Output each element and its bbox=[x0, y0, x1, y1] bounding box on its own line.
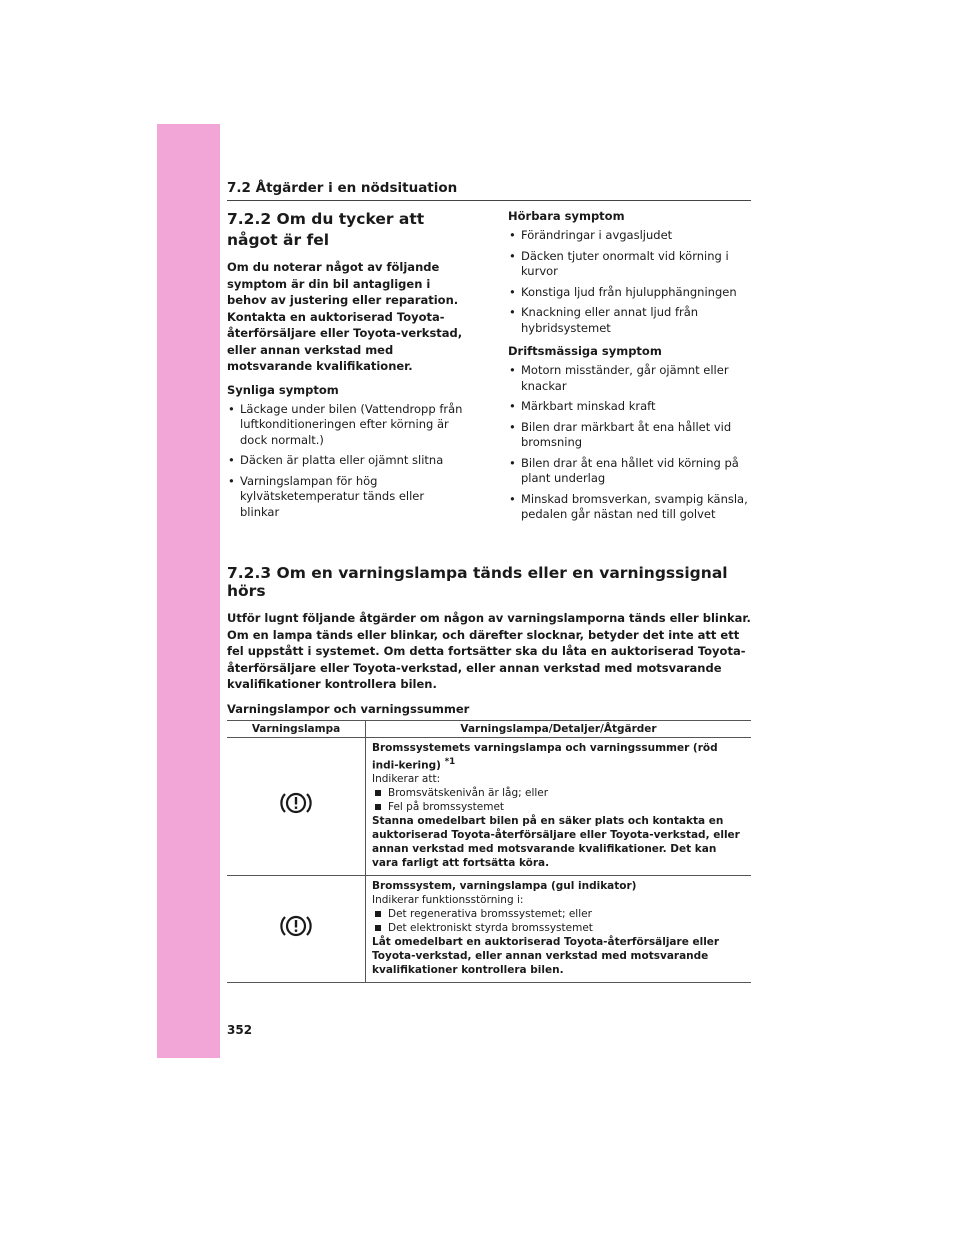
list-item: Det regenerativa bromssystemet; eller bbox=[372, 907, 745, 921]
brake-warning-icon bbox=[279, 789, 313, 817]
list-item: • Motorn misständer, går ojämnt eller knackar bbox=[508, 363, 750, 394]
page-tab-band bbox=[157, 124, 220, 1058]
visible-symptoms-list bbox=[227, 402, 465, 521]
table-header-lamp: Varningslampa bbox=[227, 720, 366, 737]
icon-cell bbox=[227, 876, 366, 983]
section-722-intro: Om du noterar något av följande symptom är din bil antagligen i behov av justering eller reparation. Kontakta en auktoriserad Toyota-återförsäljare eller Toyota-verkstad, eller annan verkstad med motsvarande kvalifikationer. bbox=[227, 260, 463, 373]
section-723-intro: Utför lugnt följande åtgärder om någon av varningslamporna tänds eller blinkar. Om en lampa tänds eller blinkar, och därefter slocknar, betyder det inte att ett fel uppstått i systemet. Om detta fortsätter ska du låta en auktoriserad Toyota-återförsäljare eller Toyota-verkstad, eller annan verkstad med motsvarande kvalifikationer kontrollera bilen. bbox=[227, 611, 751, 691]
list-item: • Däcken är platta eller ojämnt slitna bbox=[227, 453, 465, 469]
list-item: • Varningslampan för hög kylvätsketemperatur tänds eller blinkar bbox=[227, 474, 465, 521]
list-item: • Märkbart minskad kraft bbox=[508, 399, 750, 415]
list-item: Fel på bromssystemet bbox=[372, 800, 745, 814]
brake-system-icon bbox=[279, 912, 313, 940]
warning-lamp-table bbox=[227, 720, 751, 984]
section-723-title: 7.2.3 Om en varningslampa tänds eller en varningssignal hörs bbox=[227, 564, 728, 600]
table-title: Varningslampor och varningssummer bbox=[227, 701, 470, 716]
operational-symptoms-list bbox=[508, 363, 750, 523]
visible-symptoms-heading: Synliga symptom bbox=[227, 382, 339, 397]
footnote-ref: *1 bbox=[444, 756, 456, 767]
table-row bbox=[227, 737, 751, 876]
list-item: • Däcken tjuter onormalt vid körning i kurvor bbox=[508, 249, 750, 280]
left-column bbox=[227, 209, 465, 525]
operational-symptoms-heading: Driftsmässiga symptom bbox=[508, 344, 662, 358]
list-item: Bromsvätskenivån är låg; eller bbox=[372, 786, 745, 800]
list-item: • Knackning eller annat ljud från hybridsystemet bbox=[508, 305, 750, 336]
list-item: Det elektroniskt styrda bromssystemet bbox=[372, 921, 745, 935]
list-item: • Förändringar i avgasljudet bbox=[508, 228, 750, 244]
action-text: Låt omedelbart en auktoriserad Toyota-återförsäljare eller Toyota-verkstad, eller annan verkstad med motsvarande kvalifikationer kontrollera bilen. bbox=[372, 936, 720, 976]
table-row bbox=[227, 876, 751, 983]
table-header-details: Varningslampa/Detaljer/Åtgärder bbox=[366, 720, 752, 737]
list-item: • Bilen drar märkbart åt ena hållet vid bromsning bbox=[508, 420, 750, 451]
row-title: Bromssystem, varningslampa (gul indikator) bbox=[372, 880, 637, 892]
section-header: 7.2 Åtgärder i en nödsituation bbox=[227, 180, 751, 201]
section-722-title: 7.2.2 Om du tycker att något är fel bbox=[227, 210, 425, 249]
list-item: • Minskad bromsverkan, svampig känsla, pedalen går nästan ned till golvet bbox=[508, 492, 750, 523]
list-item: • Läckage under bilen (Vattendropp från luftkonditioneringen efter körning är dock normalt.) bbox=[227, 402, 465, 449]
row-title bbox=[372, 741, 745, 773]
details-cell bbox=[366, 876, 752, 983]
right-column bbox=[508, 209, 750, 528]
action-text: Stanna omedelbart bilen på en säker plats och kontakta en auktoriserad Toyota-återförsäljare eller Toyota-verkstad, eller annan verkstad med motsvarande kvalifikationer. Det kan vara farligt att fortsätta köra. bbox=[372, 815, 740, 869]
indicates-text: Indikerar funktionsstörning i: bbox=[372, 894, 524, 906]
page-number: 352 bbox=[227, 1023, 253, 1037]
list-item: • Bilen drar åt ena hållet vid körning på plant underlag bbox=[508, 456, 750, 487]
details-cell bbox=[366, 737, 752, 876]
audible-symptoms-heading: Hörbara symptom bbox=[508, 209, 625, 223]
section-723 bbox=[227, 564, 751, 983]
row-title-text: Bromssystemets varningslampa och varningssummer (röd indi-kering) bbox=[372, 741, 718, 771]
icon-cell bbox=[227, 737, 366, 876]
list-item: • Konstiga ljud från hjulupphängningen bbox=[508, 285, 750, 301]
indicates-text: Indikerar att: bbox=[372, 773, 441, 785]
audible-symptoms-list bbox=[508, 228, 750, 336]
